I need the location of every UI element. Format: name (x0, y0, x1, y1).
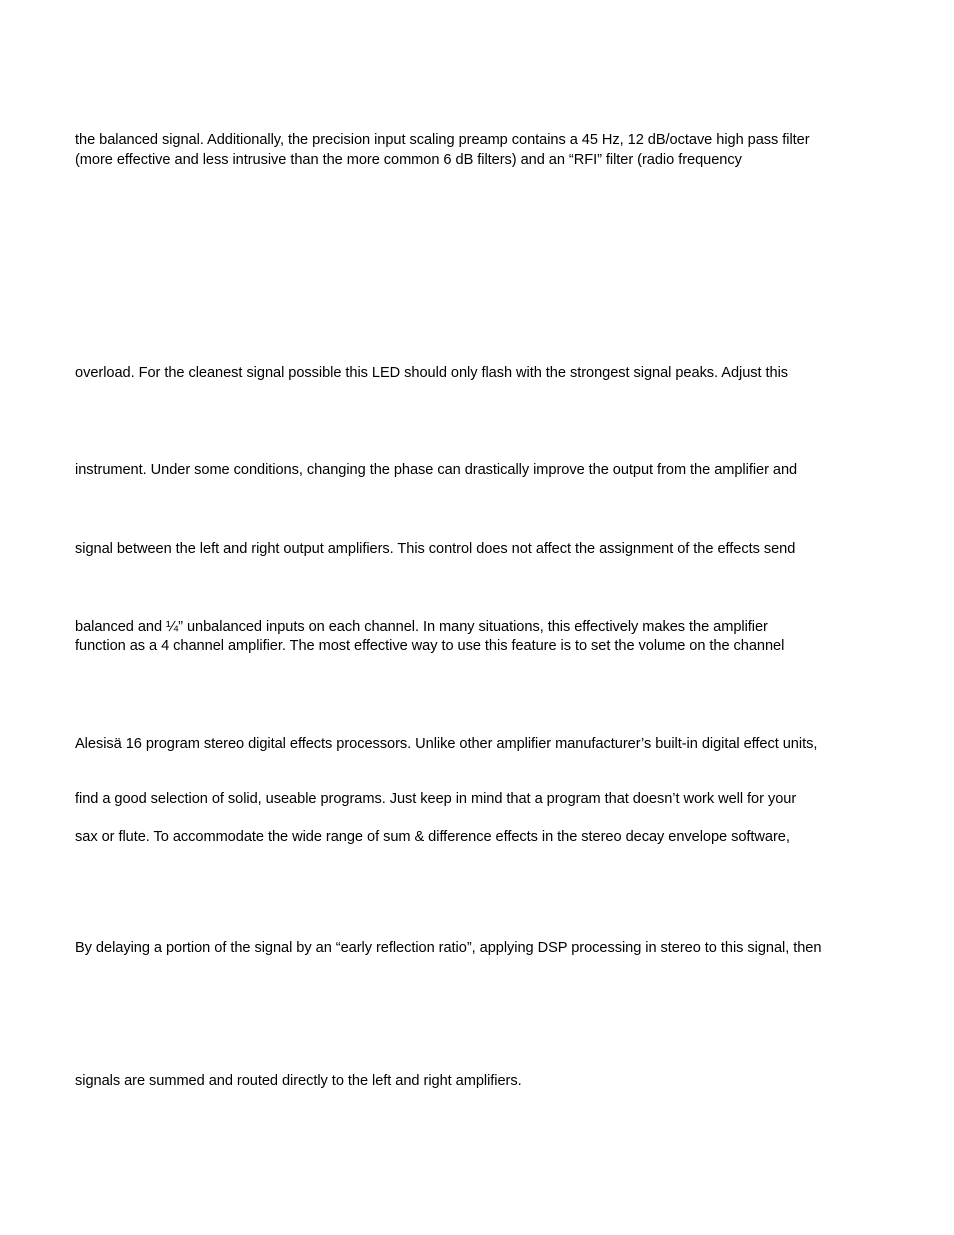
text-line: (more effective and less intrusive than the more common 6 dB filters) and an “RFI” filter (radio frequency (75, 152, 742, 168)
text-line: find a good selection of solid, useable programs. Just keep in mind that a program that doesn’t work well for your (75, 791, 797, 807)
text-line: overload. For the cleanest signal possible this LED should only flash with the strongest signal peaks. Adjust this (75, 365, 789, 381)
text-line: instrument. Under some conditions, changing the phase can drastically improve the output from the amplifier and (75, 462, 798, 478)
text-line: the balanced signal. Additionally, the precision input scaling preamp contains a 45 Hz, 12 dB/octave high pass filter (75, 132, 810, 148)
text-line: sax or flute. To accommodate the wide range of sum & difference effects in the stereo decay envelope software, (75, 829, 790, 845)
text-line: By delaying a portion of the signal by an “early reflection ratio”, applying DSP processing in stereo to this signal, then (75, 940, 822, 956)
text-line: signals are summed and routed directly to the left and right amplifiers. (75, 1073, 522, 1089)
text-line: balanced and ¼” unbalanced inputs on each channel. In many situations, this effectively makes the amplifier (75, 619, 768, 635)
text-line: signal between the left and right output amplifiers. This control does not affect the assignment of the effects send (75, 541, 796, 557)
text-line: Alesisä 16 program stereo digital effects processors. Unlike other amplifier manufacturer’s built-in digital effect units, (75, 736, 818, 752)
text-line: function as a 4 channel amplifier. The most effective way to use this feature is to set the volume on the channel (75, 638, 785, 654)
